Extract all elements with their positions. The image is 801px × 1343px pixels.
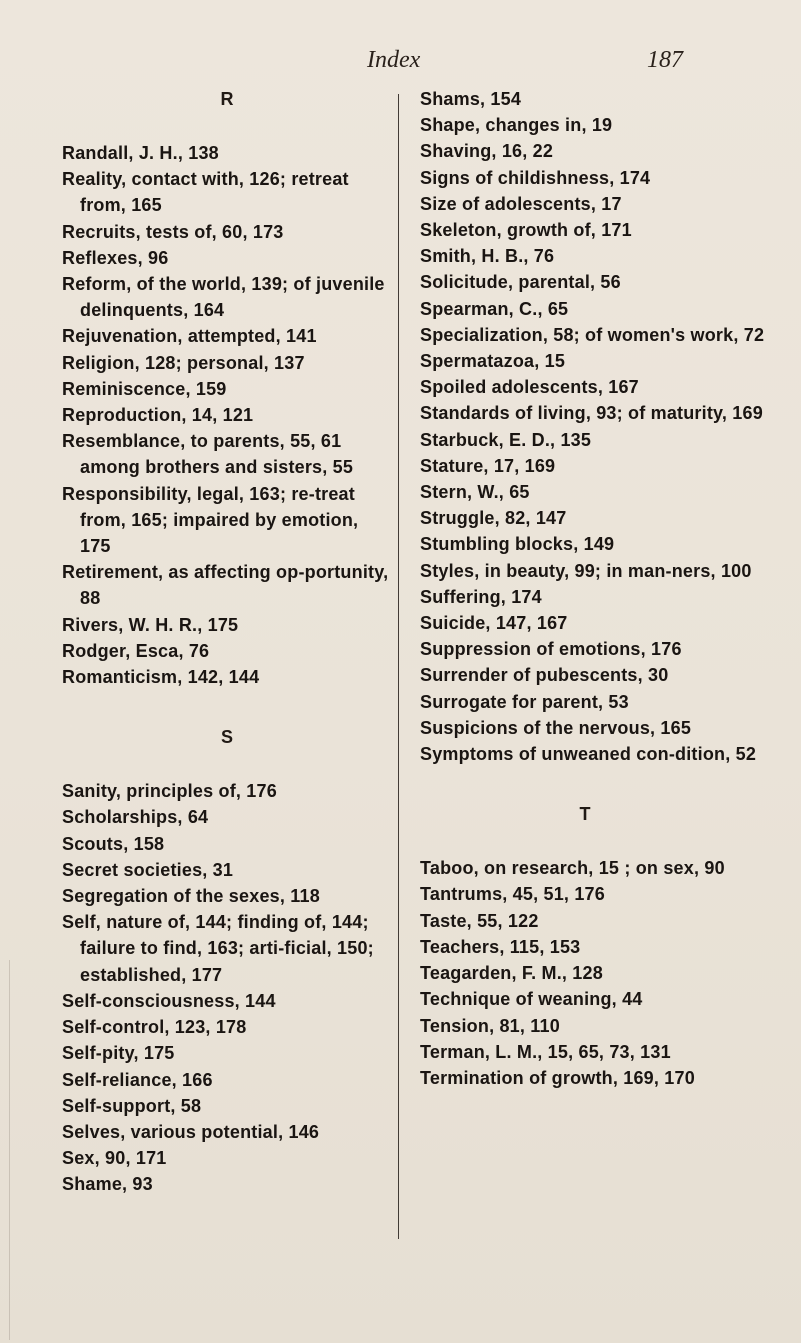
index-entry: Segregation of the sexes, 118 (62, 886, 320, 907)
index-entry: Terman, L. M., 15, 65, 73, 131 (420, 1041, 671, 1062)
index-entry: Tension, 81, 110 (420, 1015, 560, 1036)
entry-list-s (62, 778, 422, 1197)
running-title: Index (367, 47, 421, 73)
index-entry: Symptoms of unweaned con-dition, 52 (420, 744, 757, 765)
index-entry: Technique of weaning, 44 (420, 989, 643, 1010)
index-entry: Spoiled adolescents, 167 (420, 377, 639, 398)
index-entry: Shaving, 16, 22 (420, 141, 554, 162)
section-t (420, 801, 780, 1091)
index-entry: Smith, H. B., 76 (420, 246, 555, 267)
page-edge-mark (9, 960, 10, 1340)
section-s-continued (420, 86, 780, 767)
index-entry: Sex, 90, 171 (62, 1148, 167, 1169)
index-entry: Termination of growth, 169, 170 (420, 1067, 695, 1088)
index-entry: Size of adolescents, 17 (420, 193, 622, 214)
index-entry: Sanity, principles of, 176 (62, 781, 277, 802)
index-entry: Self-reliance, 166 (62, 1069, 213, 1090)
entry-list-t (420, 855, 780, 1091)
index-entry: Scouts, 158 (62, 833, 165, 854)
index-entry: Romanticism, 142, 144 (62, 667, 260, 688)
section-gap (420, 767, 780, 801)
index-entry: Self-control, 123, 178 (62, 1017, 247, 1038)
index-entry: Teachers, 115, 153 (420, 936, 581, 957)
index-entry: Shams, 154 (420, 89, 522, 109)
section-letter-s: S (220, 727, 233, 748)
page-number: 187 (647, 47, 683, 73)
index-entry: Taste, 55, 122 (420, 910, 539, 931)
index-entry: Stumbling blocks, 149 (420, 534, 615, 555)
index-entry: Religion, 128; personal, 137 (62, 352, 305, 373)
index-entry: Suppression of emotions, 176 (420, 639, 682, 660)
index-entry: Solicitude, parental, 56 (420, 272, 621, 293)
index-entry: Reality, contact with, 126; retreat from, 165 (62, 169, 349, 216)
index-entry: Rodger, Esca, 76 (62, 640, 210, 661)
index-entry: Responsibility, legal, 163; re-treat from, 165; impaired by emotion, 175 (62, 483, 359, 557)
index-entry: Stern, W., 65 (420, 482, 530, 503)
index-entry: Self-pity, 175 (62, 1043, 175, 1064)
index-entry: Reproduction, 14, 121 (62, 405, 254, 426)
index-entry: Selves, various potential, 146 (62, 1121, 320, 1142)
index-entry: Resemblance, to parents, 55, 61 among brothers and sisters, 55 (62, 431, 354, 478)
index-entry: Suffering, 174 (420, 586, 542, 607)
section-gap (62, 690, 422, 724)
index-entry: Specialization, 58; of women's work, 72 (420, 324, 765, 345)
index-entry: Shape, changes in, 19 (420, 115, 613, 136)
index-entry: Self, nature of, 144; finding of, 144; failure to find, 163; arti-ficial, 150; established, 177 (62, 912, 374, 985)
index-entry: Reform, of the world, 139; of juvenile delinquents, 164 (62, 274, 385, 321)
index-entry: Taboo, on research, 15 ; on sex, 90 (420, 858, 725, 879)
index-entry: Styles, in beauty, 99; in man-ners, 100 (420, 560, 752, 581)
index-entry: Reminiscence, 159 (62, 378, 227, 399)
entry-list-r (62, 140, 422, 690)
index-entry: Skeleton, growth of, 171 (420, 220, 632, 241)
index-entry: Recruits, tests of, 60, 173 (62, 221, 284, 242)
right-column (420, 86, 780, 1091)
index-entry: Shame, 93 (62, 1174, 153, 1195)
section-r (62, 86, 422, 690)
index-entry: Retirement, as affecting op-portunity, 88 (62, 562, 389, 609)
index-entry: Scholarships, 64 (62, 807, 209, 828)
left-column (62, 86, 422, 1198)
index-entry: Rejuvenation, attempted, 141 (62, 326, 317, 347)
index-entry: Struggle, 82, 147 (420, 508, 567, 529)
index-entry: Reflexes, 96 (62, 247, 169, 268)
index-entry: Signs of childishness, 174 (420, 167, 651, 188)
index-entry: Tantrums, 45, 51, 176 (420, 884, 605, 905)
index-entry: Stature, 17, 169 (420, 455, 556, 476)
index-entry: Surrender of pubescents, 30 (420, 665, 669, 686)
index-entry: Suspicions of the nervous, 165 (420, 717, 692, 738)
index-entry: Spermatazoa, 15 (420, 351, 566, 372)
index-entry: Teagarden, F. M., 128 (420, 963, 603, 984)
section-s (62, 724, 422, 1197)
index-entry: Spearman, C., 65 (420, 298, 569, 319)
index-entry: Randall, J. H., 138 (62, 143, 219, 163)
running-header (340, 46, 700, 76)
index-entry: Self-consciousness, 144 (62, 990, 276, 1011)
entry-list-s-continued (420, 86, 780, 767)
index-entry: Surrogate for parent, 53 (420, 691, 629, 712)
section-letter-t: T (579, 804, 591, 825)
index-entry: Standards of living, 93; of maturity, 169 (420, 403, 763, 424)
index-entry: Self-support, 58 (62, 1095, 202, 1116)
index-entry: Starbuck, E. D., 135 (420, 429, 592, 450)
index-entry: Secret societies, 31 (62, 859, 234, 880)
index-entry: Suicide, 147, 167 (420, 613, 568, 634)
section-letter-r: R (220, 89, 234, 109)
index-entry: Rivers, W. H. R., 175 (62, 614, 239, 635)
